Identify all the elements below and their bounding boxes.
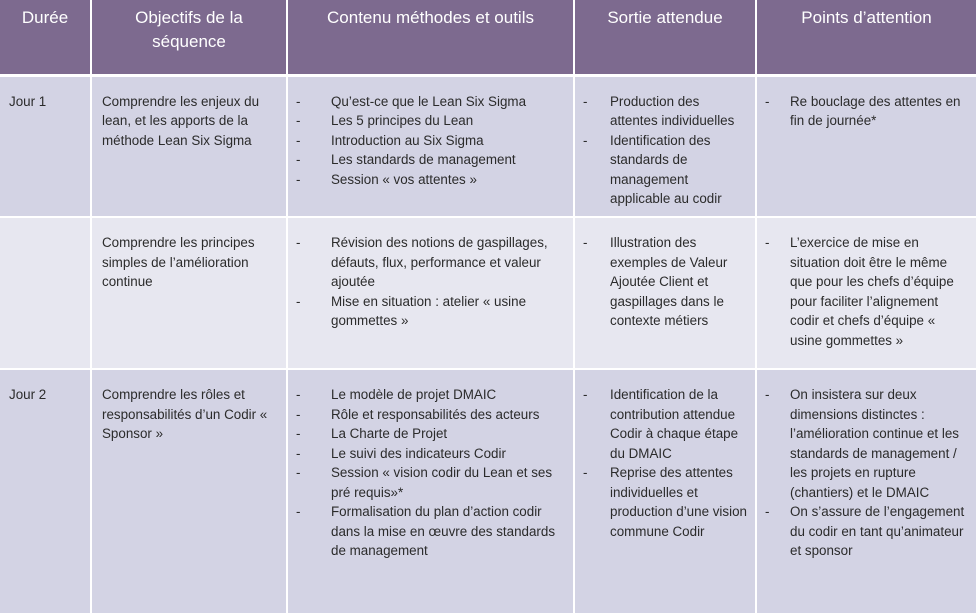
list-item: - Le suivi des indicateurs Codir: [296, 444, 567, 464]
cell-sortie: [574, 75, 756, 217]
list-item: - La Charte de Projet: [296, 424, 567, 444]
header-objectifs: Objectifs de la séquence: [91, 0, 287, 75]
list-item: - Production des attentes individuelles: [583, 92, 749, 131]
day-label: Jour 2: [9, 387, 47, 402]
list-item: - Le modèle de projet DMAIC: [296, 385, 567, 405]
cell-contenu: [287, 75, 574, 217]
list-item: - Identification des standards de management applicable au codir: [583, 131, 749, 209]
content-list: [288, 77, 573, 190]
list-item: - Re bouclage des attentes en fin de journée*: [765, 92, 970, 131]
list-item: - Session « vos attentes »: [296, 170, 567, 190]
list-item: - Introduction au Six Sigma: [296, 131, 567, 151]
cell-points: [756, 217, 976, 369]
table-row: [0, 369, 976, 614]
cell-duree: [0, 217, 91, 369]
cell-sortie: [574, 369, 756, 614]
objective-text: Comprendre les rôles et responsabilités d’un Codir « Sponsor »: [102, 387, 268, 441]
list-item: - On s’assure de l’engagement du codir en tant qu’animateur et sponsor: [765, 502, 970, 561]
list-item: - L’exercice de mise en situation doit être le même que pour les chefs d’équipe pour faciliter l’alignement codir et chefs d’équipe « usine gommettes »: [765, 233, 970, 350]
list-item: - Qu’est-ce que le Lean Six Sigma: [296, 92, 567, 112]
cell-objectif: [91, 75, 287, 217]
cell-objectif: [91, 369, 287, 614]
header-row: [0, 0, 976, 75]
header-contenu: Contenu méthodes et outils: [287, 0, 574, 75]
list-item: - Reprise des attentes individuelles et production d’une vision commune Codir: [583, 463, 749, 541]
list-item: - Les standards de management: [296, 150, 567, 170]
day-label: [0, 218, 90, 233]
list-item: - On insistera sur deux dimensions distinctes : l’amélioration continue et les standards de management / les projets en rupture (chantiers) et le DMAIC: [765, 385, 970, 502]
list-item: - Révision des notions de gaspillages, défauts, flux, performance et valeur ajoutée: [296, 233, 567, 292]
objective-text: Comprendre les enjeux du lean, et les apports de la méthode Lean Six Sigma: [102, 93, 260, 148]
attention-list: [757, 370, 976, 561]
list-item: - Formalisation du plan d’action codir dans la mise en œuvre des standards de management: [296, 502, 567, 561]
objective-text: Comprendre les principes simples de l’amélioration continue: [102, 235, 255, 289]
cell-sortie: [574, 217, 756, 369]
cell-points: [756, 369, 976, 614]
list-item: - Mise en situation : atelier « usine gommettes »: [296, 292, 567, 331]
cell-duree: [0, 75, 91, 217]
list-item: - Les 5 principes du Lean: [296, 111, 567, 131]
day-label: Jour 1: [9, 93, 47, 109]
output-list: [575, 218, 755, 331]
attention-list: [757, 218, 976, 350]
list-item: - Illustration des exemples de Valeur Ajoutée Client et gaspillages dans le contexte métiers: [583, 233, 749, 331]
table-row: [0, 217, 976, 369]
header-points: Points d’attention: [756, 0, 976, 75]
cell-duree: [0, 369, 91, 614]
cell-objectif: [91, 217, 287, 369]
cell-points: [756, 75, 976, 217]
header-sortie: Sortie attendue: [574, 0, 756, 75]
cell-contenu: [287, 217, 574, 369]
header-duree: Durée: [0, 0, 91, 75]
content-list: [288, 218, 573, 331]
cell-contenu: [287, 369, 574, 614]
attention-list: [757, 77, 976, 131]
list-item: - Rôle et responsabilités des acteurs: [296, 405, 567, 425]
table-row: [0, 75, 976, 217]
list-item: - Session « vision codir du Lean et ses pré requis»*: [296, 463, 567, 502]
list-item: - Identification de la contribution attendue Codir à chaque étape du DMAIC: [583, 385, 749, 463]
content-list: [288, 370, 573, 561]
output-list: [575, 370, 755, 541]
output-list: [575, 77, 755, 209]
